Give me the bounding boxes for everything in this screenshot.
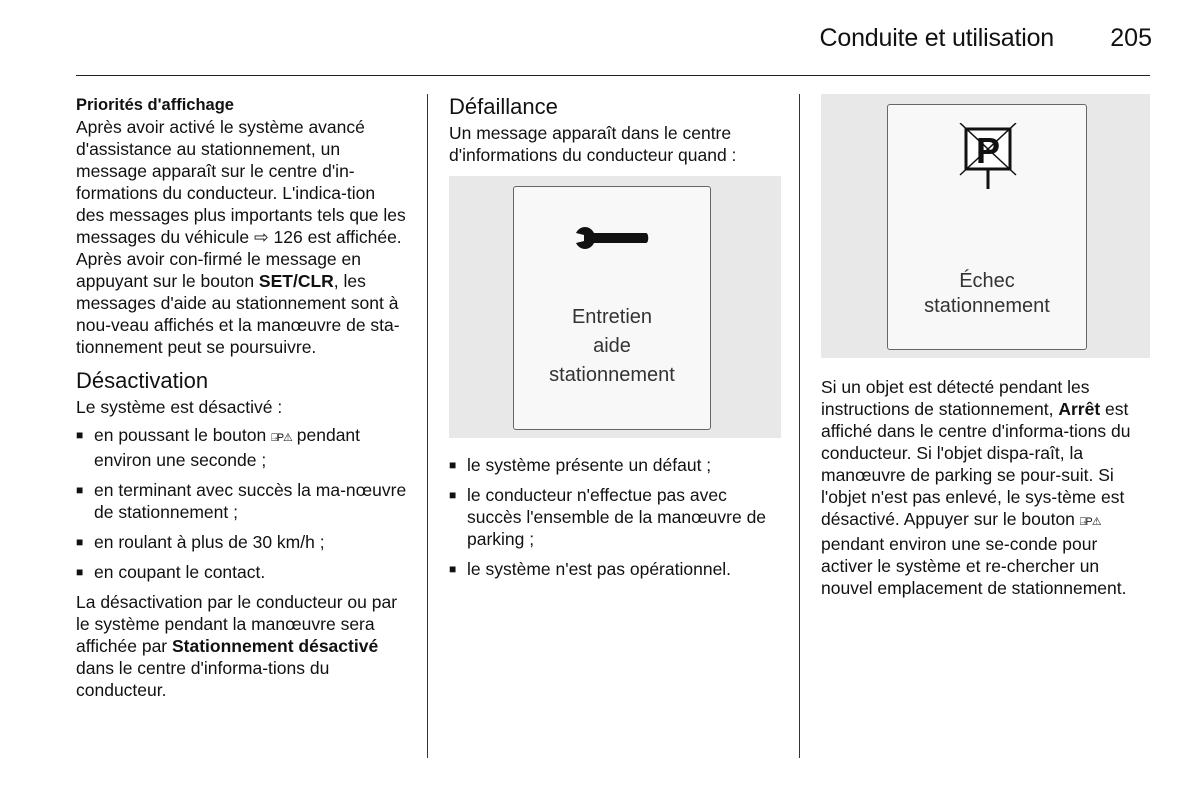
display-figure-service: [449, 176, 781, 438]
column-left: [76, 94, 408, 701]
list-item: ■ le conducteur n'effectue pas avec succès l'ensemble de la manœuvre de parking ;: [449, 484, 781, 550]
display-line: stationnement: [924, 295, 1050, 317]
paragraph-priorities: [76, 116, 408, 358]
list-item: ■ le système présente un défaut ;: [449, 454, 781, 476]
button-name: SET/CLR: [258, 271, 334, 291]
list-item: ■ en terminant avec succès la ma-nœuvre de stationnement ;: [76, 479, 408, 523]
deactivation-intro: Le système est désactivé :: [76, 397, 283, 417]
failure-list: [449, 454, 781, 580]
page-number: 205: [1110, 24, 1152, 52]
display-figure-parking-failed: [821, 94, 1150, 358]
display-line: aide: [593, 335, 631, 357]
heading-failure: Défaillance: [449, 94, 558, 119]
column-right: [821, 94, 1153, 599]
driver-info-display: [887, 104, 1087, 350]
text-run: Si un objet est détecté pendant les instructions de stationnement,: [821, 377, 1090, 419]
page-header: [0, 0, 1200, 78]
column-divider: [427, 94, 428, 758]
display-line: Échec: [959, 270, 1015, 292]
list-item: [76, 424, 408, 471]
display-line: Entretien: [571, 306, 653, 328]
text-run: Après avoir activé le système avancé d'assistance au stationnement, un message apparaît sur le centre d'in-formations du conducteur. L'indica-tion des messages plus importants tels que les messages du véhicule: [76, 117, 406, 247]
list-item: ■ en roulant à plus de 30 km/h ;: [76, 531, 408, 553]
paragraph-deactivation-message: [76, 591, 408, 701]
list-item: ■ le système n'est pas opérationnel.: [449, 558, 781, 580]
text-run: en poussant le bouton: [94, 425, 272, 445]
column-middle: [449, 94, 781, 588]
deactivation-list: [76, 424, 408, 583]
text-run: est affichée. Après avoir con-firmé le message en appuyant sur le bouton: [76, 227, 402, 291]
header-rule: [76, 75, 1150, 76]
text-run: , les messages d'aide au stationnement sont à nou-veau affichés et la manœuvre de sta-tionnement peut se poursuivre.: [76, 271, 400, 357]
display-line: stationnement: [549, 364, 675, 386]
text-run: dans le centre d'informa-tions du conducteur.: [76, 658, 330, 700]
text-run: pendant environ une seconde ;: [94, 425, 361, 470]
parking-crossed-icon: [958, 123, 1018, 193]
message-name: Stationnement désactivé: [172, 636, 379, 656]
column-divider: [799, 94, 800, 758]
park-assist-button-icon: ⍈P⚠: [1079, 516, 1101, 528]
text-run: pendant environ une se-conde pour activer le système et re-chercher un nouvel emplacement de stationnement.: [821, 534, 1127, 598]
driver-info-display: [513, 186, 711, 430]
section-title: Conduite et utilisation: [819, 24, 1054, 52]
display-message: [888, 269, 1086, 319]
paragraph-stop: [821, 376, 1153, 599]
svg-text:P: P: [975, 130, 1001, 171]
text-run: La désactivation par le conducteur ou par le système pendant la manœuvre sera affichée par: [76, 592, 398, 656]
message-name: Arrêt: [1058, 399, 1101, 419]
text-run: est affiché dans le centre d'informa-tions du conducteur. Si l'objet dispa-raît, la manœuvre de parking se pour-suit. Si l'objet n'est pas enlevé, le sys-tème est désactivé. Appuyer sur le bouton: [821, 399, 1131, 529]
list-item: ■ en coupant le contact.: [76, 561, 408, 583]
failure-intro: Un message apparaît dans le centre d'informations du conducteur quand :: [449, 123, 737, 165]
display-message: [514, 303, 710, 390]
park-assist-button-icon: ⍈P⚠: [271, 432, 292, 444]
wrench-icon: [572, 221, 652, 261]
subheading-display-priorities: Priorités d'affichage: [76, 96, 234, 114]
page-reference-link[interactable]: ⇨ 126: [254, 227, 303, 247]
heading-deactivation: Désactivation: [76, 368, 209, 393]
